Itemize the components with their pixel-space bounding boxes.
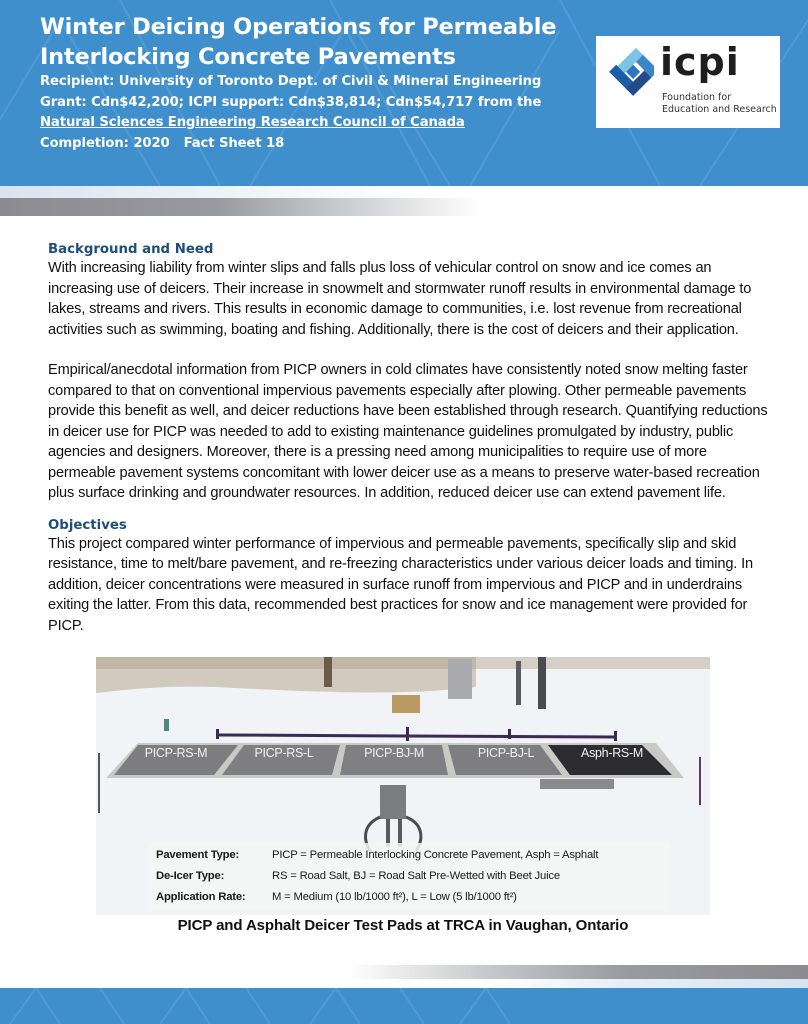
logo-subtitle-line-1: Foundation for: [662, 92, 732, 103]
pad-label-picp-rs-m: PICP-RS-M: [144, 746, 208, 760]
page-title: [40, 12, 556, 72]
logo-wordmark: icpi: [660, 40, 740, 84]
fact-sheet-number: Fact Sheet 18: [183, 135, 285, 151]
grant-line: Grant: Cdn$42,200; ICPI support: Cdn$38,814; Cdn$54,717 from the: [40, 94, 542, 110]
legend-key: Pavement Type:: [156, 849, 240, 861]
test-pads-photo: [96, 657, 710, 915]
pad-label-picp-bj-l: PICP-BJ-L: [477, 746, 535, 760]
title-line-1: Winter Deicing Operations for Permeable: [40, 14, 557, 40]
heading-objectives: Objectives: [48, 517, 127, 533]
legend-key: De-Icer Type:: [156, 870, 225, 882]
funder-link[interactable]: Natural Sciences Engineering Research Council of Canada: [40, 115, 465, 130]
legend-value: RS = Road Salt, BJ = Road Salt Pre-Wetted with Beet Juice: [272, 870, 560, 882]
icpi-logo: [596, 36, 780, 128]
logo-subtitle: [662, 92, 777, 116]
logo-subtitle-line-2: Education and Research: [662, 104, 777, 115]
legend-key: Application Rate:: [156, 891, 246, 903]
pad-label-picp-bj-m: PICP-BJ-M: [364, 746, 424, 760]
recipient-line: Recipient: University of Toronto Dept. of Civil & Mineral Engineering: [40, 74, 542, 89]
title-line-2: Interlocking Concrete Pavements: [40, 44, 456, 70]
objectives-paragraph: This project compared winter performance of impervious and permeable pavements, specifically slip and skid resistance, time to melt/bare pavement, and re-freezing characteristics under various deicer loads and timing. In addition, deicer concentrations were measured in surface runoff from impervious and PICP and in underdrains exiting the latter. From this data, recommended best practices for snow and ice management were provided for PICP.: [48, 535, 753, 634]
pad-label-picp-rs-l: PICP-RS-L: [254, 746, 314, 760]
header-banner: [0, 0, 808, 186]
figure-legend: [148, 843, 670, 911]
pad-label-asph-rs-m: Asph-RS-M: [581, 746, 643, 760]
legend-value: PICP = Permeable Interlocking Concrete Pavement, Asph = Asphalt: [272, 849, 599, 861]
background-paragraph-1: With increasing liability from winter slips and falls plus loss of vehicular control on snow and ice comes an increasing use of deicers. Their increase in snowmelt and stormwater runoff results in environmental damage to lakes, streams and rivers. This results in economic damage to communities, i.e. lost revenue from recreational activities such as swimming, boating and fishing. Additionally, there is the cost of deicers and their application.: [48, 260, 752, 338]
header-swoosh-decoration: [0, 186, 808, 216]
footer-swoosh-decoration: [0, 963, 808, 988]
figure-caption: PICP and Asphalt Deicer Test Pads at TRCA in Vaughan, Ontario: [177, 917, 629, 934]
document-body: [48, 241, 768, 636]
heading-background-and-need: Background and Need: [48, 242, 214, 257]
completion-line: [40, 134, 556, 155]
legend-value: M = Medium (10 lb/1000 ft²), L = Low (5 lb/1000 ft²): [272, 891, 517, 903]
footer-lattice-pattern-decoration: [0, 988, 808, 1024]
icpi-diamond-logo-icon: [608, 48, 654, 100]
footer-banner: [0, 988, 808, 1024]
completion-year: Completion: 2020: [40, 135, 170, 151]
background-paragraph-2: Empirical/anecdotal information from PICP owners in cold climates have consistently noted snow melting faster compared to that on conventional impervious pavements especially after plowing. Other permeable pavements provide this benefit as well, and deicer reductions have been established through research. Quantifying reductions in deicer use for PICP was needed to add to existing maintenance guidelines promulgated by industry, public agencies and designers. Moreover, there is a pressing need among municipalities to require use of more permeable pavement systems concomitant with lower deicer use as a means to preserve water-based recreation plus surface drinking and groundwater resources. In addition, reduced deicer use can extend pavement life.: [48, 362, 768, 501]
